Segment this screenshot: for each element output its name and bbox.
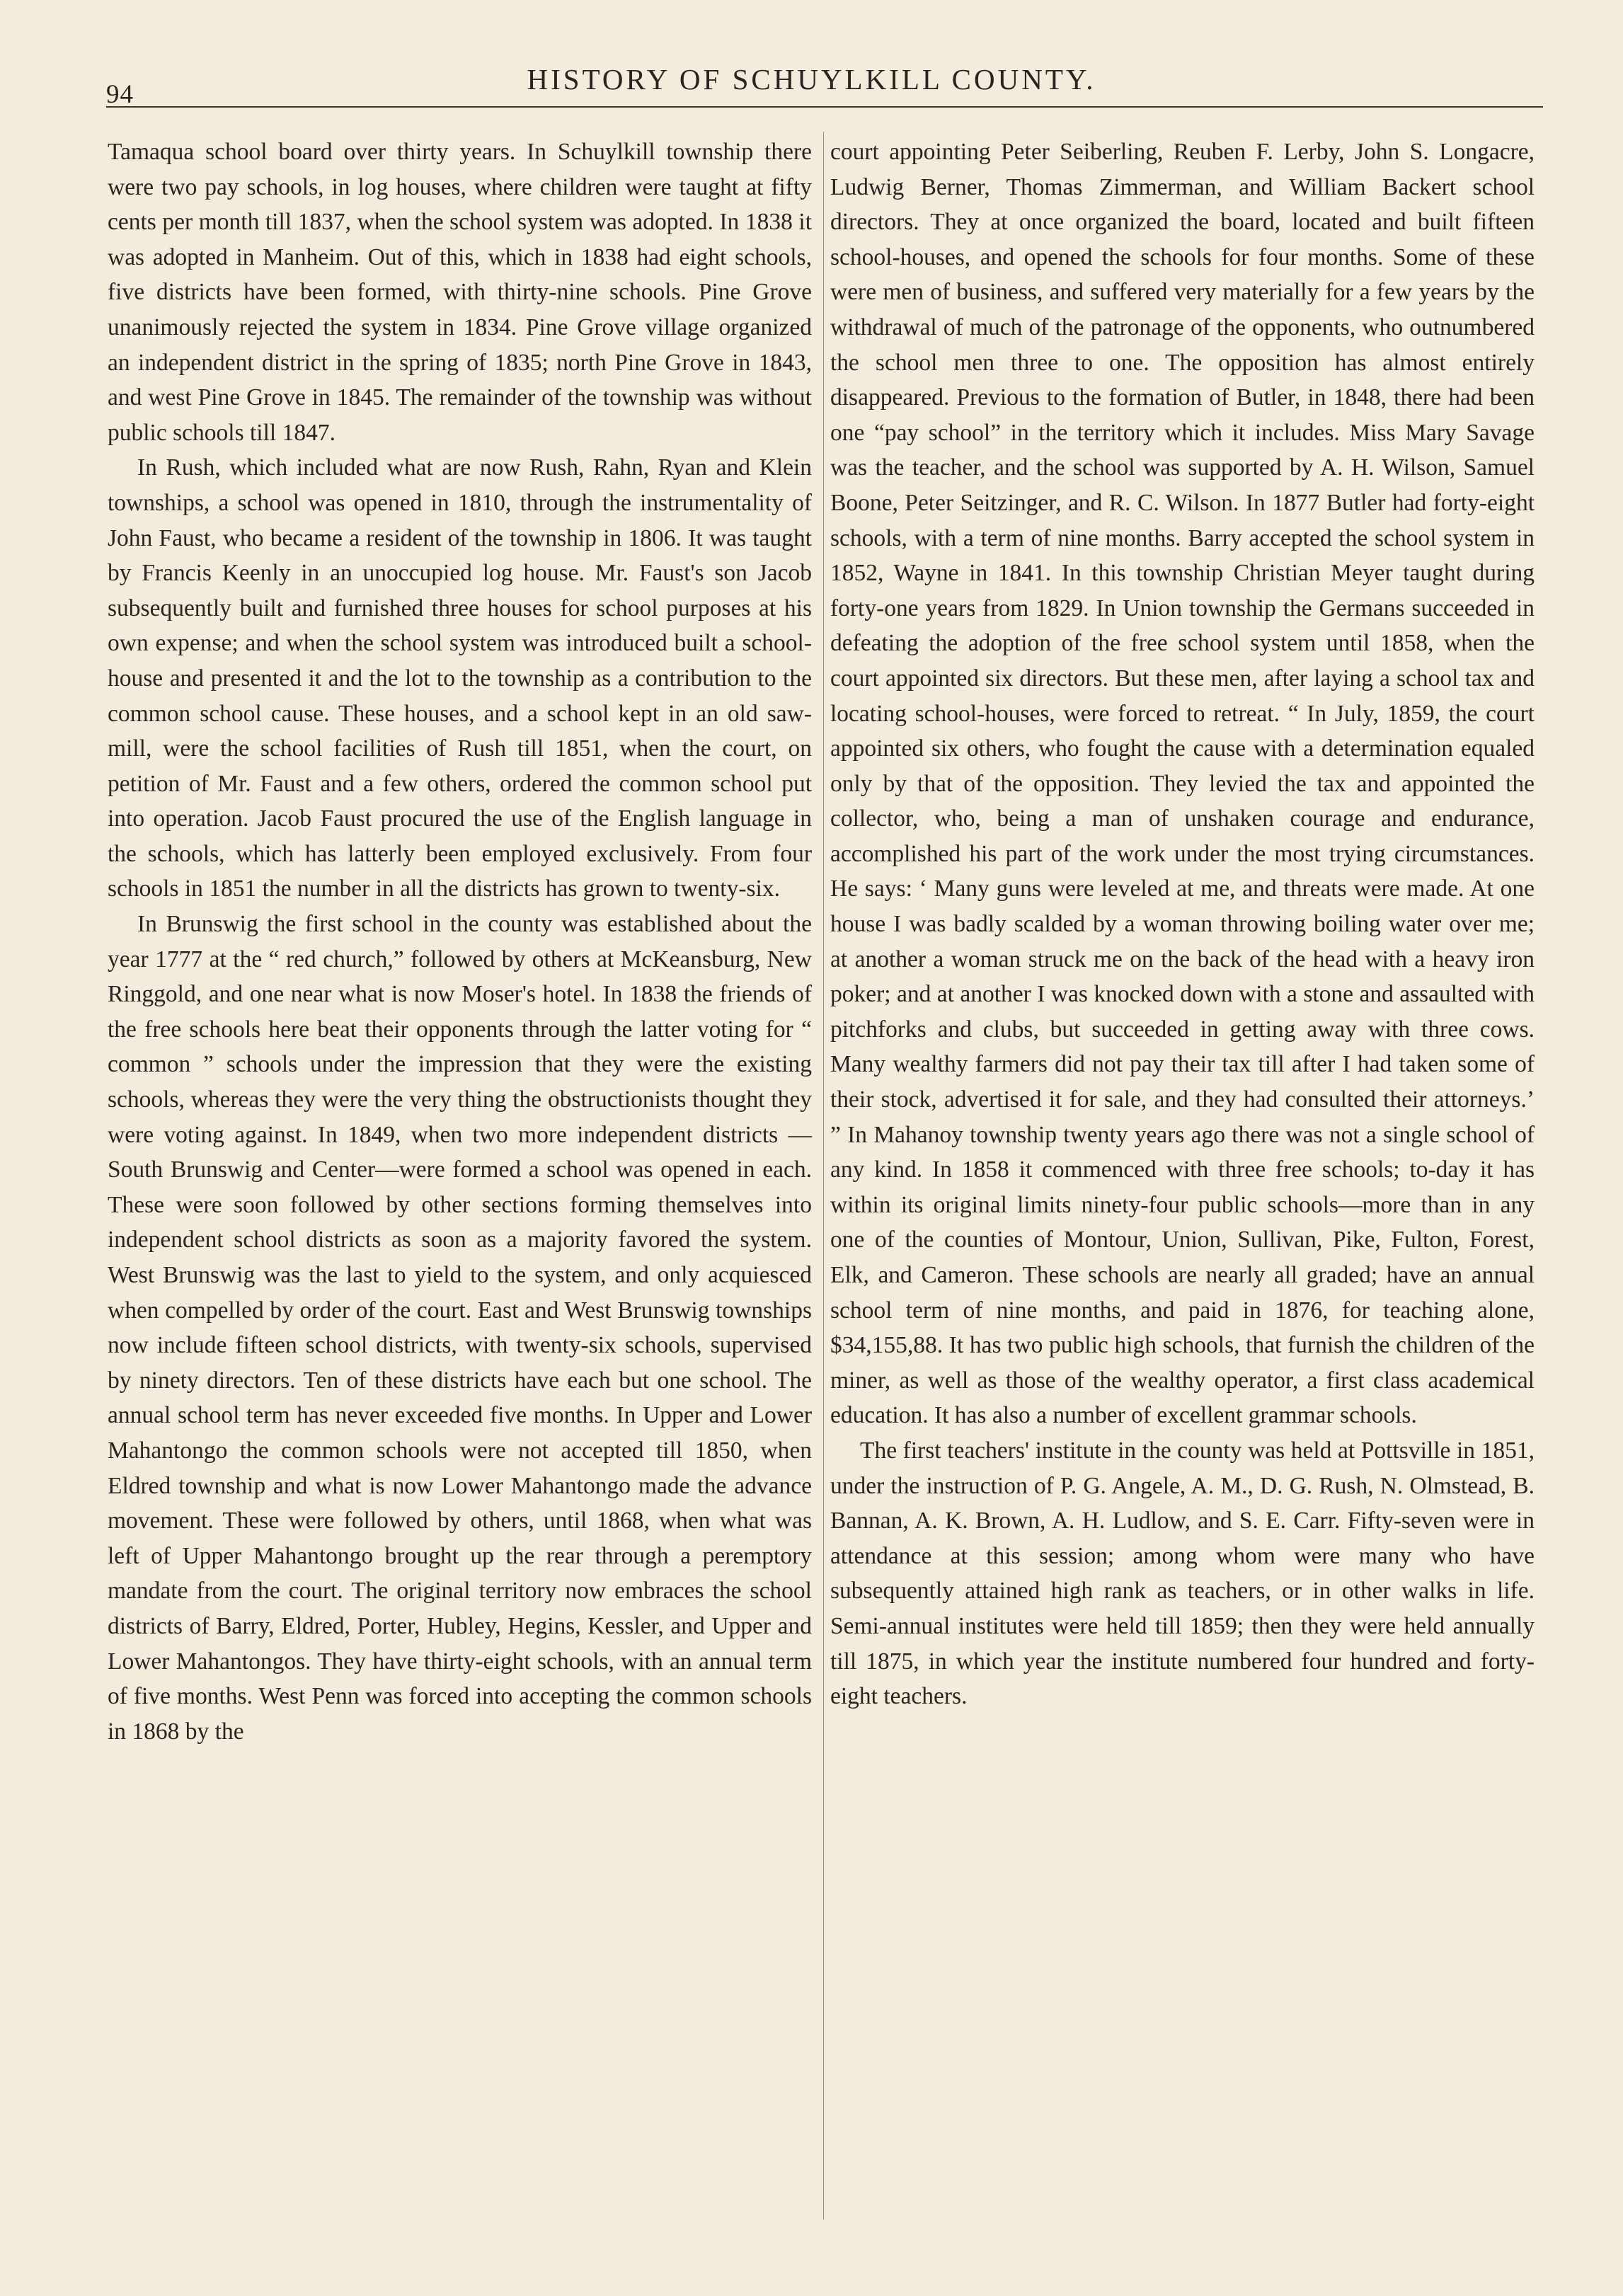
- right-column: [830, 134, 1535, 1714]
- page-number: 94: [106, 80, 134, 109]
- header-rule: [106, 106, 1543, 108]
- paragraph: Tamaqua school board over thirty years. In Schuylkill township there were two pay schools, in log houses, where children were taught at fifty cents per month till 1837, when the school system was adopted. In 1838 it was adopted in Manheim. Out of this, which in 1838 had eight schools, five districts have been formed, with thirty-nine schools. Pine Grove unanimously rejected the system in 1834. Pine Grove village organized an independent district in the spring of 1835; north Pine Grove in 1843, and west Pine Grove in 1845. The remainder of the township was without public schools till 1847.: [108, 139, 812, 446]
- paragraph: In Rush, which included what are now Rush, Rahn, Ryan and Klein townships, a school was opened in 1810, through the instrumentality of John Faust, who became a resident of the township in 1806. It was taught by Francis Keenly in an unoccupied log house. Mr. Faust's son Jacob subsequently built and furnished three houses for school purposes at his own expense; and when the school system was introduced built a school-house and presented it and the lot to the township as a contribution to the common school cause. These houses, and a school kept in an old saw-mill, were the school facilities of Rush till 1851, when the court, on petition of Mr. Faust and a few others, ordered the common school put into operation. Jacob Faust procured the use of the English language in the schools, which has latterly been employed exclusively. From four schools in 1851 the number in all the districts has grown to twenty-six.: [108, 454, 812, 902]
- left-column: [108, 134, 812, 1749]
- paragraph: In Brunswig the first school in the county was established about the year 1777 at the “ red church,” followed by others at McKeansburg, New Ringgold, and one near what is now Moser's hotel. In 1838 the friends of the free schools here beat their opponents through the latter voting for “ common ” schools under the impression that they were the existing schools, whereas they were the very thing the obstructionists thought they were voting against. In 1849, when two more independent districts —South Brunswig and Center—were formed a school was opened in each. These were soon followed by other sections forming themselves into independent school districts as soon as a majority favored the system. West Brunswig was the last to yield to the system, and only acquiesced when compelled by order of the court. East and West Brunswig townships now include fifteen school districts, with twenty-six schools, supervised by ninety directors. Ten of these districts have each but one school. The annual school term has never exceeded five months. In Upper and Lower Mahantongo the common schools were not accepted till 1850, when Eldred township and what is now Lower Mahantongo made the advance movement. These were followed by others, until 1868, when what was left of Upper Mahantongo brought up the rear through a peremptory mandate from the court. The original territory now embraces the school districts of Barry, Eldred, Porter, Hubley, Hegins, Kessler, and Upper and Lower Mahantongos. They have thirty-eight schools, with an annual term of five months. West Penn was forced into accepting the common schools in 1868 by the: [108, 911, 812, 1745]
- paragraph: The first teachers' institute in the county was held at Pottsville in 1851, under the instruction of P. G. Angele, A. M., D. G. Rush, N. Olmstead, B. Bannan, A. K. Brown, A. H. Ludlow, and S. E. Carr. Fifty-seven were in attendance at this session; among whom were many who have subsequently attained high rank as teachers, or in other walks in life. Semi-annual institutes were held till 1859; then they were held annually till 1875, in which year the institute numbered four hundred and forty-eight teachers.: [830, 1437, 1535, 1710]
- running-head: HISTORY OF SCHUYLKILL COUNTY.: [527, 63, 1096, 96]
- paragraph: court appointing Peter Seiberling, Reuben F. Lerby, John S. Longacre, Ludwig Berner, Thomas Zimmerman, and William Backert school directors. They at once organized the board, located and built fifteen school-houses, and opened the schools for four months. Some of these were men of business, and suffered very materially for a few years by the withdrawal of much of the patronage of the opponents, who outnumbered the school men three to one. The opposition has almost entirely disappeared. Previous to the formation of Butler, in 1848, there had been one “pay school” in the territory which it includes. Miss Mary Savage was the teacher, and the school was supported by A. H. Wilson, Samuel Boone, Peter Seitzinger, and R. C. Wilson. In 1877 Butler had forty-eight schools, with a term of nine months. Barry accepted the school system in 1852, Wayne in 1841. In this township Christian Meyer taught during forty-one years from 1829. In Union township the Germans succeeded in defeating the adoption of the free school system until 1858, when the court appointed six directors. But these men, after laying a school tax and locating school-houses, were forced to retreat. “ In July, 1859, the court appointed six others, who fought the cause with a determination equaled only by that of the opposition. They levied the tax and appointed the collector, who, being a man of unshaken courage and endurance, accomplished his part of the work under the most trying circumstances. He says: ‘ Many guns were leveled at me, and threats were made. At one house I was badly scalded by a woman throwing boiling water over me; at another a woman struck me on the back of the head with a heavy iron poker; and at another I was knocked down with a stone and assaulted with pitchforks and clubs, but succeeded in getting away with three cows. Many wealthy farmers did not pay their tax till after I had taken some of their stock, advertised it for sale, and they had consulted their attorneys.’ ” In Mahanoy township twenty years ago there was not a single school of any kind. In 1858 it commenced with three free schools; to-day it has within its original limits ninety-four public schools—more than in any one of the counties of Montour, Union, Sullivan, Pike, Fulton, Forest, Elk, and Cameron. These schools are nearly all graded; have an annual school term of nine months, and paid in 1876, for teaching alone, $34,155,88. It has two public high schools, that furnish the children of the miner, as well as those of the wealthy operator, a first class academical education. It has also a number of excellent grammar schools.: [830, 139, 1535, 1429]
- column-divider: [823, 132, 824, 2220]
